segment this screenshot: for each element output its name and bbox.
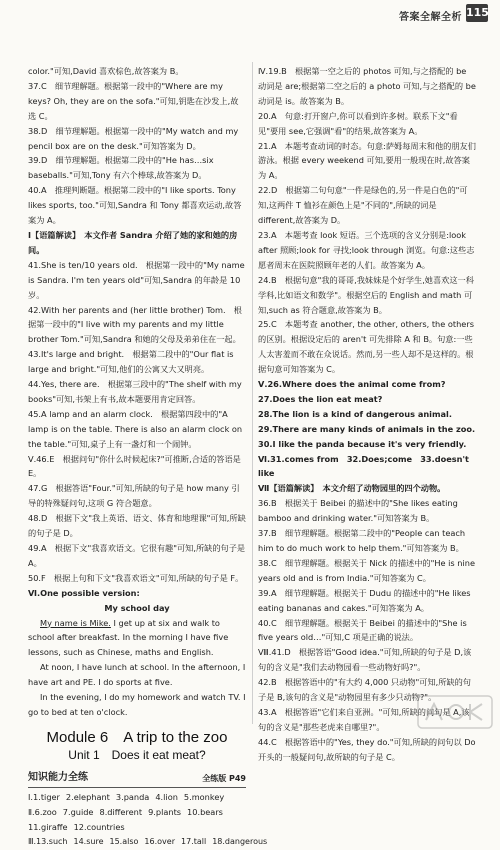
answer-item: 30.I like the panda because it's very friendly. bbox=[258, 438, 467, 449]
left-column bbox=[28, 64, 268, 850]
answer-item: 20.A 句意:打开窗户,你可以看到许多树。联系下文"看见"要用 see,它强调"看"的结果,故答案为 A。 bbox=[258, 110, 458, 136]
vocab-word: Ⅲ.13.such bbox=[28, 836, 68, 846]
vocab-word: 2.elephant bbox=[65, 791, 110, 802]
vocab-row bbox=[28, 805, 246, 820]
answer-item: 28.The lion is a kind of dangerous animal. bbox=[258, 408, 452, 419]
answer-item: Ⅳ.19.B 根据第一空之后的 photos 可知,与之搭配的 be 动词是 are;根据第二空之后的 a photo 可知,与之搭配的 be 动词是 is。故答案为 B。 bbox=[258, 66, 476, 106]
answer-item: 41.She is ten/10 years old. 根据第一段中的"My name is Sandra. I'm ten years old"可知,Sandra 的年龄是 10 岁。 bbox=[28, 259, 245, 300]
answer-item: 27.Does the lion eat meat? bbox=[258, 393, 383, 404]
answer-item: 49.A 根据下文"我喜欢语文。它很有趣"可知,所缺的句子是 A。 bbox=[28, 543, 246, 568]
right-column bbox=[258, 64, 476, 765]
vocab-word: 16.over bbox=[144, 836, 175, 846]
vocab-word: 8.different bbox=[99, 806, 143, 817]
vocab-word: 11.giraffe bbox=[28, 821, 68, 832]
answer-item: 39.D 细节理解题。根据第二段中的"He has…six baseballs."可知,Tony 有六个棒球,故答案为 D。 bbox=[28, 155, 214, 181]
answer-item: 37.B 细节理解题。根据第二段中的"People can teach him to do much work to help them."可知答案为 B。 bbox=[258, 528, 466, 553]
section-tag: 全练版 P49 bbox=[202, 773, 246, 783]
essay-para: At noon, I have lunch at school. In the afternoon, I have art and PE. I do sports at five. bbox=[28, 662, 246, 688]
vocab-word: Ⅰ.1.tiger bbox=[28, 791, 60, 802]
header-title: 答案全解全析 bbox=[399, 12, 462, 23]
answer-item: 40.C 细节理解题。根据关于 Beibei 的描述中的"She is five years old…"可知,C 项是正确的说法。 bbox=[258, 617, 467, 643]
essay-title: My school day bbox=[104, 602, 170, 613]
unit-title: Unit 1 Does it eat meat? bbox=[68, 747, 206, 762]
answer-item: 37.C 细节理解题。根据第一段中的"Where are my keys? Oh, they are on the sofa."可知,钥匙在沙发上,故选 C。 bbox=[28, 80, 239, 121]
vocab-word: 12.countries bbox=[73, 821, 125, 832]
vocab-word: 18.dangerous bbox=[212, 836, 268, 846]
answer-item: 38.D 细节理解题。根据第一段中的"My watch and my pencil box are on the desk."可知答案为 D。 bbox=[28, 125, 239, 151]
page-header bbox=[0, 0, 500, 26]
vocab-word: 10.bears bbox=[187, 806, 223, 817]
answer-item: Ⅴ.26.Where does the animal come from? bbox=[258, 379, 446, 390]
passage-note: Ⅶ【语篇解读】 本文介绍了动物园里的四个动物。 bbox=[258, 483, 446, 494]
vocab-word: 15.also bbox=[109, 836, 139, 846]
vocab-row bbox=[28, 820, 246, 835]
answer-item: 40.A 推理判断题。根据第二段中的"I like sports. Tony likes sports, too."可知,Sandra 和 Tony 都喜欢运动,故答案为 A。 bbox=[28, 185, 242, 226]
vocab-word: Ⅱ.6.zoo bbox=[28, 806, 57, 817]
answer-item: 36.B 根据关于 Beibei 的描述中的"She likes eating bamboo and drinking water."可知答案为 B。 bbox=[258, 498, 458, 524]
vocab-word: 17.tall bbox=[180, 836, 207, 846]
vocab-word: 14.sure bbox=[73, 836, 104, 846]
answer-item: 21.A 本题考查动词的时态。句意:萨姆每周末和他的朋友们游泳。根据 every weekend 可知,要用一般现在时,故答案为 A。 bbox=[258, 140, 476, 181]
answer-item: 47.G 根据答语"Four."可知,所缺的句子是 how many 引导的特殊疑问句,这项 G 符合题意。 bbox=[28, 483, 240, 509]
answer-item: 23.A 本题考查 look 短语。三个选项的含义分别是:look after 照顾;look for 寻找;look through 浏览。句意:这些志愿者周末在医院照顾年老的人们。故答案为 A。 bbox=[258, 229, 475, 270]
essay-name: My name is Mike. bbox=[40, 617, 111, 628]
vocab-word: 4.lion bbox=[155, 791, 178, 802]
essay-para: In the evening, I do my homework and watch TV. I go to bed at ten o'clock. bbox=[28, 692, 246, 717]
vocab-row bbox=[28, 790, 246, 805]
vocab-word: 5.monkey bbox=[183, 791, 225, 802]
answer-item: color."可知,David 喜欢棕色,故答案为 B。 bbox=[28, 66, 184, 76]
essay-para bbox=[28, 616, 246, 661]
vocab-word: 3.panda bbox=[115, 791, 150, 802]
answer-item: Ⅷ.41.D 根据答语"Good idea."可知,所缺的句子是 D,该句的含义是"我们去动物园看一些动物好吗?"。 bbox=[258, 647, 472, 673]
answer-item: 45.A lamp and an alarm clock. 根据第四段中的"A lamp is on the table. There is also an alarm clock on the table."可知,桌子上有一盏灯和一个闹钟。 bbox=[28, 408, 243, 449]
answer-item: 44.C 根据答语中的"Yes, they do."可知,所缺的问句以 Do 开头的一般疑问句,故所缺的句子是 C。 bbox=[258, 736, 476, 762]
answer-item: 29.There are many kinds of animals in the zoo. bbox=[258, 423, 476, 434]
answer-item: 48.D 根据下文"我上英语、语文、体育和地理课"可知,所缺的句子是 D。 bbox=[28, 513, 246, 539]
watermark-logo-icon bbox=[416, 694, 494, 730]
answer-item: Ⅵ.31.comes from 32.Does;come 33.doesn't like bbox=[258, 453, 469, 479]
answer-item: 43.It's large and bright. 根据第二段中的"Our flat is large and bright."可知,他们的公寓又大又明亮。 bbox=[28, 349, 234, 375]
answer-item: 50.F 根据上句和下文"我喜欢语文"可知,所缺的句子是 F。 bbox=[28, 572, 244, 583]
page-number: 115 bbox=[466, 4, 488, 22]
answer-item: 22.D 根据第二句句意"一件是绿色的,另一件是白色的"可知,这两件 T 恤衫在颜色上是"不同的",所缺的词是 different,故答案为 D。 bbox=[258, 185, 468, 226]
writing-heading: Ⅵ.One possible version: bbox=[28, 587, 140, 598]
answer-item: 24.B 根据句意"我的哥哥,我妹妹是个好学生,她喜欢这一科学科,比如语文和数学"。根据空后的 English and math 可知,such as 符合题意,故答案为 B。 bbox=[258, 274, 474, 315]
module-title: Module 6 A trip to the zoo bbox=[46, 728, 228, 746]
answer-item: 43.A 根据答语"它们来自亚洲。"可知,所缺的问句是 A,该句的含义是"那些老虎来自哪里?"。 bbox=[258, 706, 470, 732]
passage-note: Ⅰ【语篇解读】 本文作者 Sandra 介绍了她的家和她的房间。 bbox=[28, 229, 238, 255]
answer-item: 38.C 细节理解题。根据关于 Nick 的描述中的"He is nine years old and is from India."可知答案为 C。 bbox=[258, 557, 475, 583]
vocab-word: 9.plants bbox=[148, 806, 182, 817]
vocab-row bbox=[28, 835, 268, 850]
vocab-word: 7.guide bbox=[62, 806, 94, 817]
answer-item: 25.C 本题考查 another, the other, others, the others 的区别。根据设定后的 aren't 可先排除 A 和 B。句意:一些人太害羞而不敢在众说话。然而,另一些人却不是这样的。根据句意可知答案为 C。 bbox=[258, 319, 474, 375]
essay-text: I get up at six and walk to school after breakfast. In the morning I have five lessons, such as Chinese, maths and English. bbox=[28, 617, 229, 658]
answer-item: 42.B 根据答语中的"有大约 4,000 只动物"可知,所缺的句子是 B,该句的含义是"动物园里有多少只动物?"。 bbox=[258, 677, 471, 703]
column-divider bbox=[252, 62, 253, 724]
answer-item: 39.A 细节理解题。根据关于 Dudu 的描述中的"He likes eating bananas and cakes."可知答案为 A。 bbox=[258, 587, 471, 613]
section-name: 知识能力全练 bbox=[28, 771, 88, 783]
answer-item: Ⅴ.46.E 根据问句"你什么时候起床?"可推断,合适的答语是 E。 bbox=[28, 453, 241, 479]
answer-item: 42.With her parents and (her little brother) Tom. 根据第一段中的"I live with my parents and my little brother Tom."可知,Sandra 和她的父母及弟弟住在一起。 bbox=[28, 304, 242, 345]
section-bar bbox=[28, 769, 246, 788]
answer-item: 44.Yes, there are. 根据第三段中的"The shelf with my books"可知,书架上有书,故本题要用肯定回答。 bbox=[28, 379, 242, 404]
